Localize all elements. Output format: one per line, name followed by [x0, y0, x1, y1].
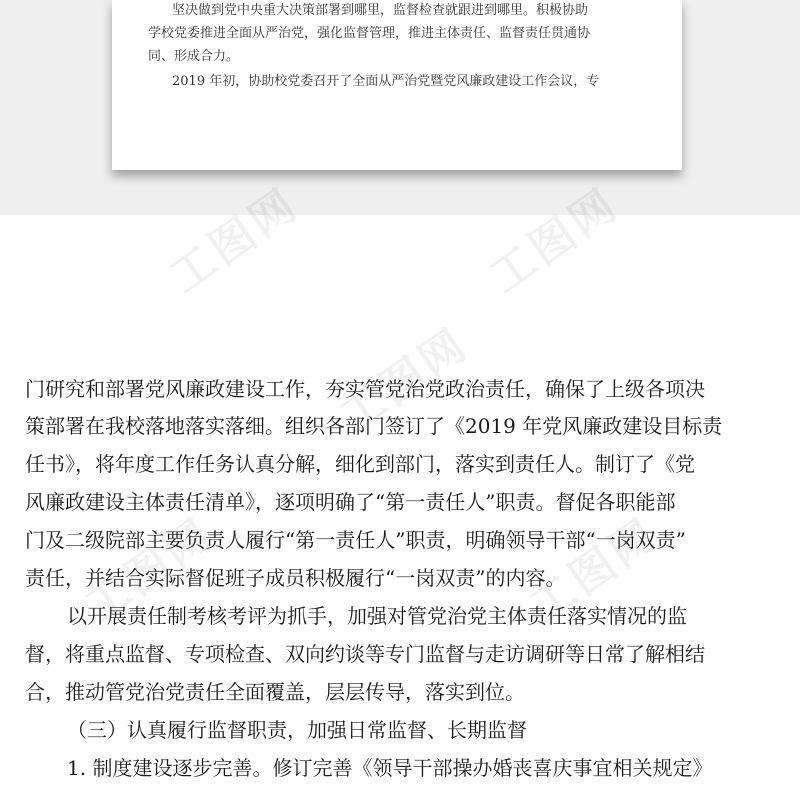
watermark: 工图网: [480, 178, 629, 303]
section-heading: （三）认真履行监督职责，加强日常监督、长期监督: [67, 718, 527, 742]
document-preview-card: [112, 0, 682, 170]
paragraph-line: 门及二级院部主要负责人履行“第一责任人”职责，明确领导干部“一岗双责”: [25, 528, 686, 552]
watermark: 工图网: [75, 508, 224, 633]
preview-line-2: 学校党委推进全面从严治党，强化监督管理，推进主体责任、监督责任贯通协: [148, 26, 591, 41]
paragraph-line: 风廉政建设主体责任清单》，逐项明确了“第一责任人”职责。督促各职能部: [25, 490, 676, 514]
watermark: 工图网: [160, 178, 309, 303]
paragraph-line: 合，推动管党治党责任全面覆盖，层层传导，落实到位。: [25, 680, 525, 704]
paragraph-line: 责任，并结合实际督促班子成员积极履行“一岗双责”的内容。: [25, 566, 566, 590]
preview-line-3: 同、形成合力。: [148, 49, 240, 64]
watermark: 工图网: [520, 508, 669, 633]
paragraph-line: 任书》，将年度工作任务认真分解，细化到部门，落实到责任人。制订了《党: [25, 452, 695, 476]
paragraph-line: 策部署在我校落地落实落细。组织各部门签订了《2019 年党风廉政建设目标责: [25, 414, 723, 438]
preview-line-4: 2019 年初，协助校党委召开了全面从严治党暨党风廉政建设工作会议，专: [172, 74, 600, 89]
paragraph-line: 督，将重点监督、专项检查、双向约谈等专门监督与走访调研等日常了解相结: [25, 642, 705, 666]
paragraph-line: 以开展责任制考核考评为抓手，加强对管党治党主体责任落实情况的监: [67, 604, 687, 628]
preview-line-1: 坚决做到党中央重大决策部署到哪里，监督检查就跟进到哪里。积极协助: [172, 3, 589, 18]
paragraph-line: 门研究和部署党风廉政建设工作，夯实管党治党政治责任，确保了上级各项决: [25, 377, 705, 401]
watermark: 工图网: [330, 318, 479, 443]
paragraph-line: 1. 制度建设逐步完善。修订完善《领导干部操办婚丧喜庆事宜相关规定》: [67, 756, 713, 780]
